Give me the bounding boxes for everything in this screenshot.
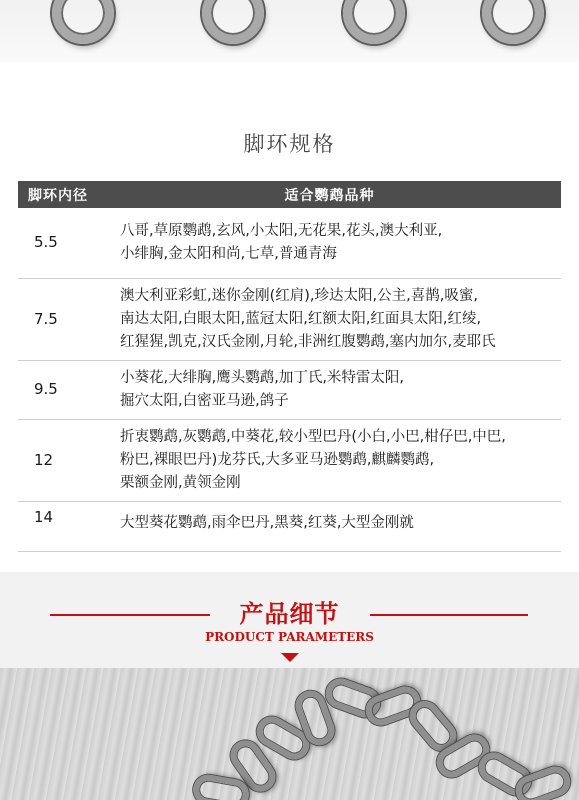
foot-ring-image [52,0,114,44]
table-row [18,360,561,419]
down-arrow-icon [281,653,299,662]
table-row [18,419,561,501]
species-cell [98,208,561,278]
foot-ring-image [343,0,405,44]
foot-ring-image [202,0,264,44]
species-cell [98,419,561,501]
spec-title: 脚环规格 [243,132,336,156]
species-cell [98,278,561,360]
species-cell [98,360,561,419]
species-line: 澳大利亚彩虹,迷你金刚(红肩),珍达太阳,公主,喜鹊,吸蜜, [120,287,478,304]
species-line: 粉巴,裸眼巴丹)龙芬氏,大多亚马逊鹦鹉,麒麟鹦鹉, [120,451,435,468]
species-line: 小葵花,大绯胸,鹰头鹦鹉,加丁氏,米特雷太阳, [120,369,405,386]
species-line: 折衷鹦鹉,灰鹦鹉,中葵花,较小型巴丹(小白,小巴,柑仔巴,中巴, [120,428,506,445]
ring-size: 12 [18,419,98,501]
foot-rings-photo [0,0,579,62]
header-size: 脚环内径 [18,181,98,208]
ring-size: 5.5 [18,208,98,278]
ring-size: 7.5 [18,278,98,360]
species-line: 大型葵花鹦鹉,雨伞巴丹,黑葵,红葵,大型金刚就 [120,514,414,531]
section-subtitle: PRODUCT PARAMETERS [205,630,374,644]
species-line: 红猩猩,凯克,汉氏金刚,月轮,非洲红腹鹦鹉,塞内加尔,麦耶氏 [120,333,496,350]
spec-table [18,181,561,552]
ring-size: 14 [18,501,98,551]
section-title: 产品细节 [239,600,340,628]
spec-table-header [18,181,561,208]
chain-photo [0,668,579,800]
table-row [18,501,561,551]
species-line: 南达太阳,白眼太阳,蓝冠太阳,红额太阳,红面具太阳,红绫, [120,310,482,327]
species-line: 八哥,草原鹦鹉,玄风,小太阳,无花果,花头,澳大利亚, [120,222,443,239]
table-row [18,208,561,278]
species-line: 小绯胸,金太阳和尚,七草,普通青海 [120,245,337,262]
foot-ring-image [482,0,544,44]
species-line: 掘穴太阳,白密亚马逊,鸽子 [120,392,289,409]
table-row [18,278,561,360]
ring-size: 9.5 [18,360,98,419]
species-line: 栗额金刚,黄领金刚 [120,474,241,491]
species-cell [98,501,561,551]
header-species: 适合鹦鹉品种 [98,181,561,208]
